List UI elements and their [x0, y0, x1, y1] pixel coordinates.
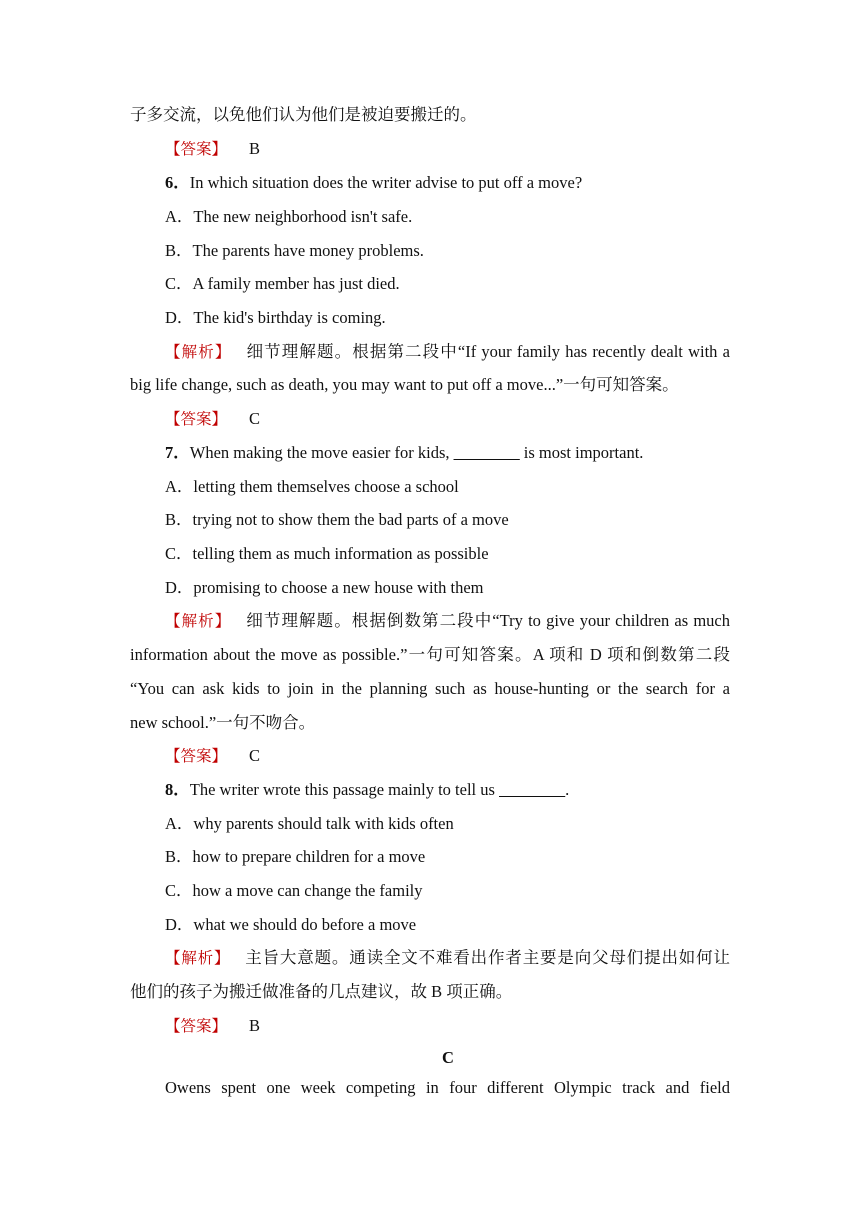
option-d: D．The kid's birthday is coming.: [165, 308, 386, 327]
section-heading: C: [442, 1048, 454, 1067]
answer-label: 【答案】: [165, 1017, 228, 1035]
option-c: C．telling them as much information as possible: [165, 544, 489, 563]
question-7-stem: [165, 442, 730, 464]
question-text: In which situation does the writer advise to put off a move?: [189, 173, 583, 192]
question-number: 7．: [165, 443, 190, 462]
answer-value: B: [249, 1016, 261, 1035]
answer-value: B: [249, 139, 261, 158]
option-b: B．The parents have money problems.: [165, 241, 424, 260]
question-text: .: [565, 780, 570, 799]
analysis-line-q6: [165, 341, 730, 363]
answer-line-q5: [165, 138, 730, 160]
option-a: A．letting them themselves choose a school: [165, 477, 459, 496]
analysis-label: 【解析】: [165, 343, 232, 361]
option-c: C．A family member has just died.: [165, 274, 400, 293]
answer-blank: ________: [453, 443, 520, 462]
answer-line-q7: [165, 745, 730, 767]
analysis-label: 【解析】: [165, 612, 232, 630]
analysis-text: 细节理解题。根据倒数第二段中“Try to give your children as much: [245, 611, 730, 630]
analysis-continuation: 他们的孩子为搬迁做准备的几点建议，故 B 项正确。: [130, 982, 513, 1001]
analysis-continuation: new school.”一句不吻合。: [130, 713, 316, 732]
answer-label: 【答案】: [165, 140, 228, 158]
answer-line-q8: [165, 1015, 730, 1037]
analysis-text: 细节理解题。根据第二段中“If your family has recently dealt with a: [245, 342, 730, 361]
option-d: D．what we should do before a move: [165, 915, 417, 934]
question-number: 8．: [165, 780, 190, 799]
option-c: C．how a move can change the family: [165, 881, 423, 900]
answer-label: 【答案】: [165, 747, 228, 765]
question-text: When making the move easier for kids,: [189, 443, 454, 462]
text-line: 子多交流，以免他们认为他们是被迫要搬迁的。: [130, 105, 477, 124]
analysis-line-q8: [165, 947, 730, 969]
option-a: A．why parents should talk with kids often: [165, 814, 454, 833]
answer-label: 【答案】: [165, 410, 228, 428]
answer-line-q6: [165, 408, 730, 430]
passage-line: Owens spent one week competing in four different Olympic track and field: [165, 1078, 730, 1097]
analysis-continuation: big life change, such as death, you may want to put off a move...”一句可知答案。: [130, 375, 679, 394]
option-a: A．The new neighborhood isn't safe.: [165, 207, 413, 226]
option-b: B．how to prepare children for a move: [165, 847, 426, 866]
option-b: B．trying not to show them the bad parts of a move: [165, 510, 509, 529]
question-8-stem: [165, 779, 730, 801]
analysis-line-q7: [165, 610, 730, 632]
analysis-continuation: information about the move as possible.”一句可知答案。A 项和 D 项和倒数第二段: [130, 645, 730, 664]
option-d: D．promising to choose a new house with them: [165, 578, 484, 597]
question-number: 6．: [165, 173, 190, 192]
question-6-stem: [165, 172, 730, 194]
analysis-continuation: “You can ask kids to join in the planning such as house-hunting or the search for a: [130, 679, 730, 698]
analysis-label: 【解析】: [165, 949, 231, 967]
answer-value: C: [249, 409, 261, 428]
question-text: is most important.: [519, 443, 644, 462]
question-text: The writer wrote this passage mainly to tell us: [189, 780, 500, 799]
answer-blank: ________: [499, 780, 566, 799]
answer-value: C: [249, 746, 261, 765]
analysis-text: 主旨大意题。通读全文不难看出作者主要是向父母们提出如何让: [244, 948, 730, 967]
